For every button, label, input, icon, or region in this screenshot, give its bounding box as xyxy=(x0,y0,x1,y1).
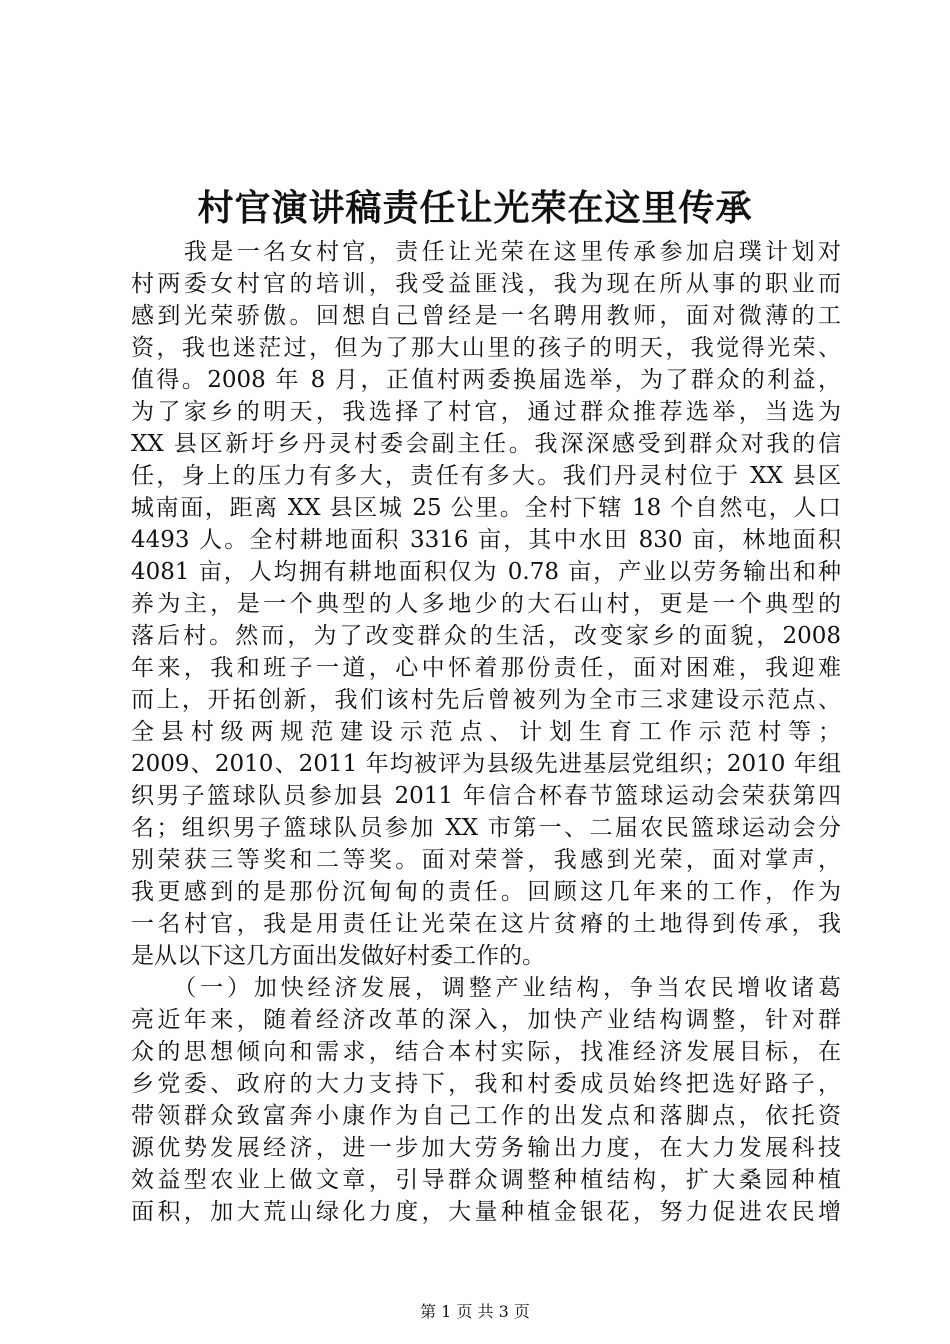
body-line: 4493 人。全村耕地面积 3316 亩，其中水田 830 亩，林地面积 xyxy=(131,527,841,553)
body-line: 为了家乡的明天，我选择了村官，通过群众推荐选举，当选为 xyxy=(131,399,841,425)
body-line: 资，我也迷茫过，但为了那大山里的孩子的明天，我觉得光荣、 xyxy=(131,335,841,361)
body-line: 4081 亩，人均拥有耕地面积仅为 0.78 亩，产业以劳务输出和种 xyxy=(131,559,841,585)
page-number-footer: 第 1 页 共 3 页 xyxy=(420,1302,530,1321)
body-line: 我更感到的是那份沉甸甸的责任。回顾这几年来的工作，作为 xyxy=(131,879,841,905)
body-line: 织男子篮球队员参加县 2011 年信合杯春节篮球运动会荣获第四 xyxy=(131,783,841,809)
body-line: 我是一名女村官，责任让光荣在这里传承参加启璞计划对 xyxy=(131,239,841,265)
body-line: 亮近年来，随着经济改革的深入，加快产业结构调整，针对群 xyxy=(131,1007,841,1033)
document-body xyxy=(131,236,841,1228)
body-line: 任，身上的压力有多大，责任有多大。我们丹灵村位于 XX 县区 xyxy=(131,463,841,489)
body-line: 值得。2008 年 8 月，正值村两委换届选举，为了群众的利益， xyxy=(131,367,841,393)
body-line: 村两委女村官的培训，我受益匪浅，我为现在所从事的职业而 xyxy=(131,271,841,297)
body-line: 而上，开拓创新，我们该村先后曾被列为全市三求建设示范点、 xyxy=(131,687,841,713)
body-line: 年来，我和班子一道，心中怀着那份责任，面对困难，我迎难 xyxy=(131,655,841,681)
body-line: 众的思想倾向和需求，结合本村实际，找准经济发展目标，在 xyxy=(131,1039,841,1065)
body-line: 面积，加大荒山绿化力度，大量种植金银花，努力促进农民增 xyxy=(131,1199,841,1225)
body-line: 全县村级两规范建设示范点、计划生育工作示范村等； xyxy=(131,719,841,745)
body-line: XX 县区新圩乡丹灵村委会副主任。我深深感受到群众对我的信 xyxy=(131,431,841,457)
body-line: 效益型农业上做文章，引导群众调整种植结构，扩大桑园种植 xyxy=(131,1167,841,1193)
body-line: 落后村。然而，为了改变群众的生活，改变家乡的面貌，2008 xyxy=(131,623,841,649)
body-line: 别荣获三等奖和二等奖。面对荣誉，我感到光荣，面对掌声， xyxy=(131,847,841,873)
body-line: 名；组织男子篮球队员参加 XX 市第一、二届农民篮球运动会分 xyxy=(131,815,841,841)
body-line: 养为主，是一个典型的人多地少的大石山村，更是一个典型的 xyxy=(131,591,841,617)
body-line: 一名村官，我是用责任让光荣在这片贫瘠的土地得到传承，我 xyxy=(131,911,841,937)
body-line: 感到光荣骄傲。回想自己曾经是一名聘用教师，面对微薄的工 xyxy=(131,303,841,329)
body-line: 带领群众致富奔小康作为自己工作的出发点和落脚点，依托资 xyxy=(131,1103,841,1129)
body-line: 乡党委、政府的大力支持下，我和村委成员始终把选好路子， xyxy=(131,1071,841,1097)
body-line: （一）加快经济发展，调整产业结构，争当农民增收诸葛 xyxy=(131,975,841,1001)
body-line: 源优势发展经济，进一步加大劳务输出力度，在大力发展科技 xyxy=(131,1135,841,1161)
body-line: 是从以下这几方面出发做好村委工作的。 xyxy=(131,943,545,969)
body-line: 城南面，距离 XX 县区城 25 公里。全村下辖 18 个自然屯，人口 xyxy=(131,495,841,521)
document-title: 村官演讲稿责任让光荣在这里传承 xyxy=(197,187,753,229)
body-line: 2009、2010、2011 年均被评为县级先进基层党组织；2010 年组 xyxy=(131,751,841,777)
